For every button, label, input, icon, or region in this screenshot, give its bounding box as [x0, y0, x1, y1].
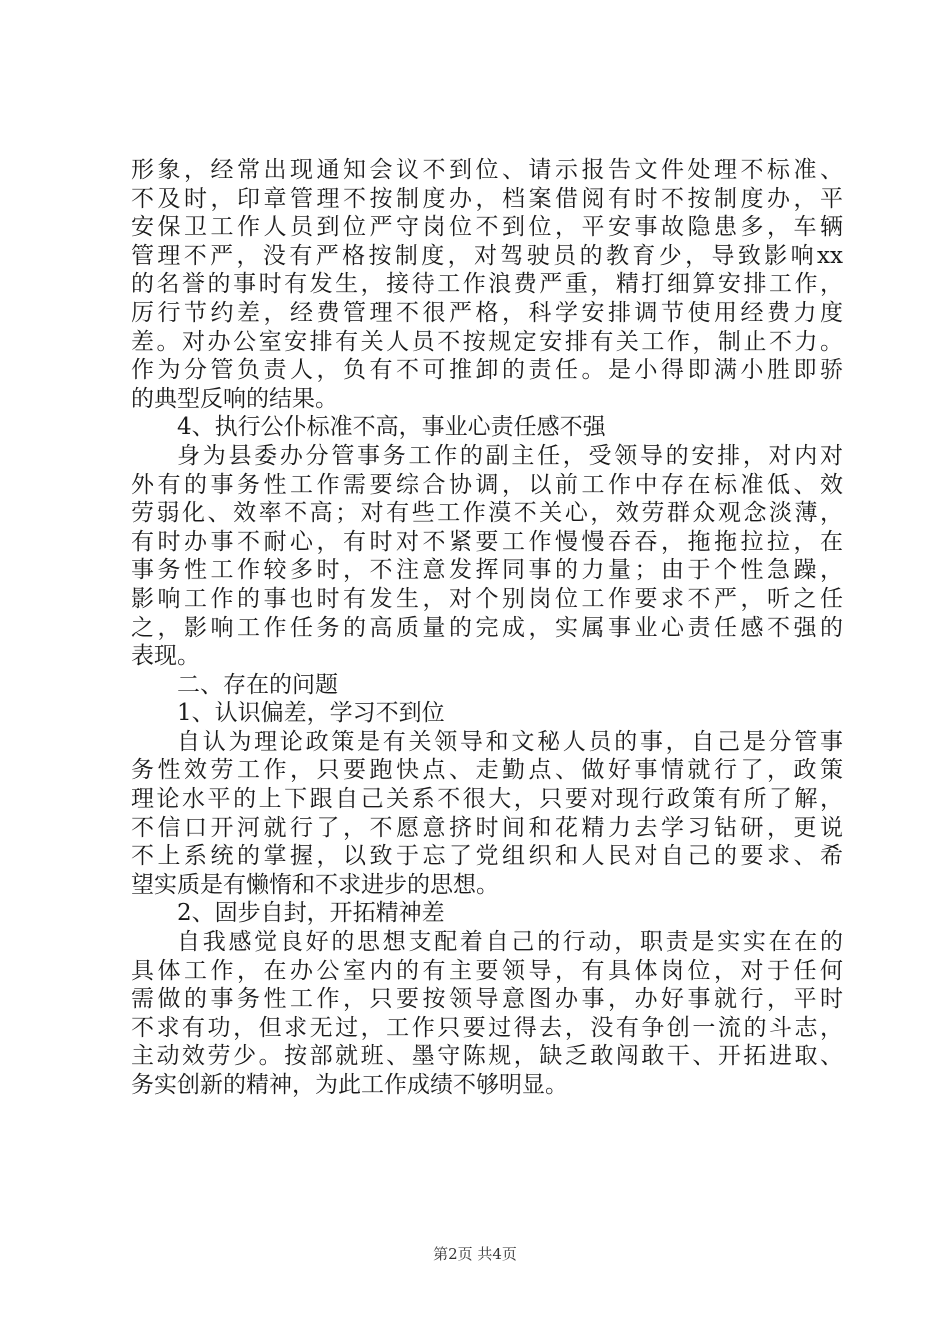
text-line: 管理不严，没有严格按制度，对驾驶员的教育少，导致影响xx — [131, 242, 843, 269]
text-line: 望实质是有懒惰和不求进步的思想。 — [131, 871, 499, 898]
text-line: 形象，经常出现通知会议不到位、请示报告文件处理不标准、 — [131, 157, 843, 183]
text-line: 不信口开河就行了，不愿意挤时间和花精力去学习钻研，更说 — [131, 814, 843, 841]
text-line: 安保卫工作人员到位严守岗位不到位，平安事故隐患多，车辆 — [131, 214, 843, 241]
text-line: 身为县委办分管事务工作的副主任，受领导的安排，对内对 — [177, 442, 843, 469]
text-line: 劳弱化、效率不高；对有些工作漠不关心，效劳群众观念淡薄， — [131, 500, 843, 527]
text-line: 具体工作，在办公室内的有主要领导，有具体岗位，对于任何 — [131, 957, 843, 984]
text-line: 事务性工作较多时，不注意发挥同事的力量；由于个性急躁， — [131, 557, 843, 584]
text-line: 外有的事务性工作需要综合协调，以前工作中存在标准低、效 — [131, 471, 843, 498]
document-body — [131, 156, 843, 1100]
text-line: 不及时，印章管理不按制度办，档案借阅有时不按制度办，平 — [131, 185, 843, 212]
text-line: 影响工作的事也时有发生，对个别岗位工作要求不严，听之任 — [131, 585, 843, 612]
text-line: 差。对办公室安排有关人员不按规定安排有关工作，制止不力。 — [131, 328, 843, 355]
text-line: 务性效劳工作，只要跑快点、走勤点、做好事情就行了，政策 — [131, 757, 843, 784]
text-line: 表现。 — [131, 643, 200, 670]
text-line: 自我感觉良好的思想支配着自己的行动，职责是实实在在的 — [177, 929, 843, 956]
text-line: 二、存在的问题 — [177, 671, 338, 698]
text-line: 1、认识偏差，学习不到位 — [177, 700, 445, 727]
text-line: 有时办事不耐心，有时对不紧要工作慢慢吞吞，拖拖拉拉，在 — [131, 528, 843, 555]
text-line: 的典型反响的结果。 — [131, 385, 338, 412]
text-line: 2、固步自封，开拓精神差 — [177, 900, 445, 927]
text-line: 需做的事务性工作，只要按领导意图办事，办好事就行，平时 — [131, 986, 843, 1013]
text-line: 主动效劳少。按部就班、墨守陈规，缺乏敢闯敢干、开拓进取、 — [131, 1043, 843, 1070]
text-line: 务实创新的精神，为此工作成绩不够明显。 — [131, 1072, 568, 1098]
text-line: 不求有功，但求无过，工作只要过得去，没有争创一流的斗志， — [131, 1014, 843, 1041]
text-line: 厉行节约差，经费管理不很严格，科学安排调节使用经费力度 — [131, 299, 843, 326]
text-line: 之，影响工作任务的高质量的完成，实属事业心责任感不强的 — [131, 614, 843, 641]
text-line: 的名誉的事时有发生，接待工作浪费严重，精打细算安排工作， — [131, 271, 843, 298]
text-line: 作为分管负责人，负有不可推卸的责任。是小得即满小胜即骄 — [131, 357, 843, 384]
text-line: 自认为理论政策是有关领导和文秘人员的事，自己是分管事 — [177, 728, 843, 755]
text-line: 理论水平的上下跟自己关系不很大，只要对现行政策有所了解， — [131, 786, 843, 813]
text-line: 4、执行公仆标准不高，事业心责任感不强 — [177, 414, 606, 441]
page-number-footer: 第2页 共4页 — [433, 1245, 517, 1263]
text-line: 不上系统的掌握，以致于忘了党组织和人民对自己的要求、希 — [131, 843, 843, 870]
